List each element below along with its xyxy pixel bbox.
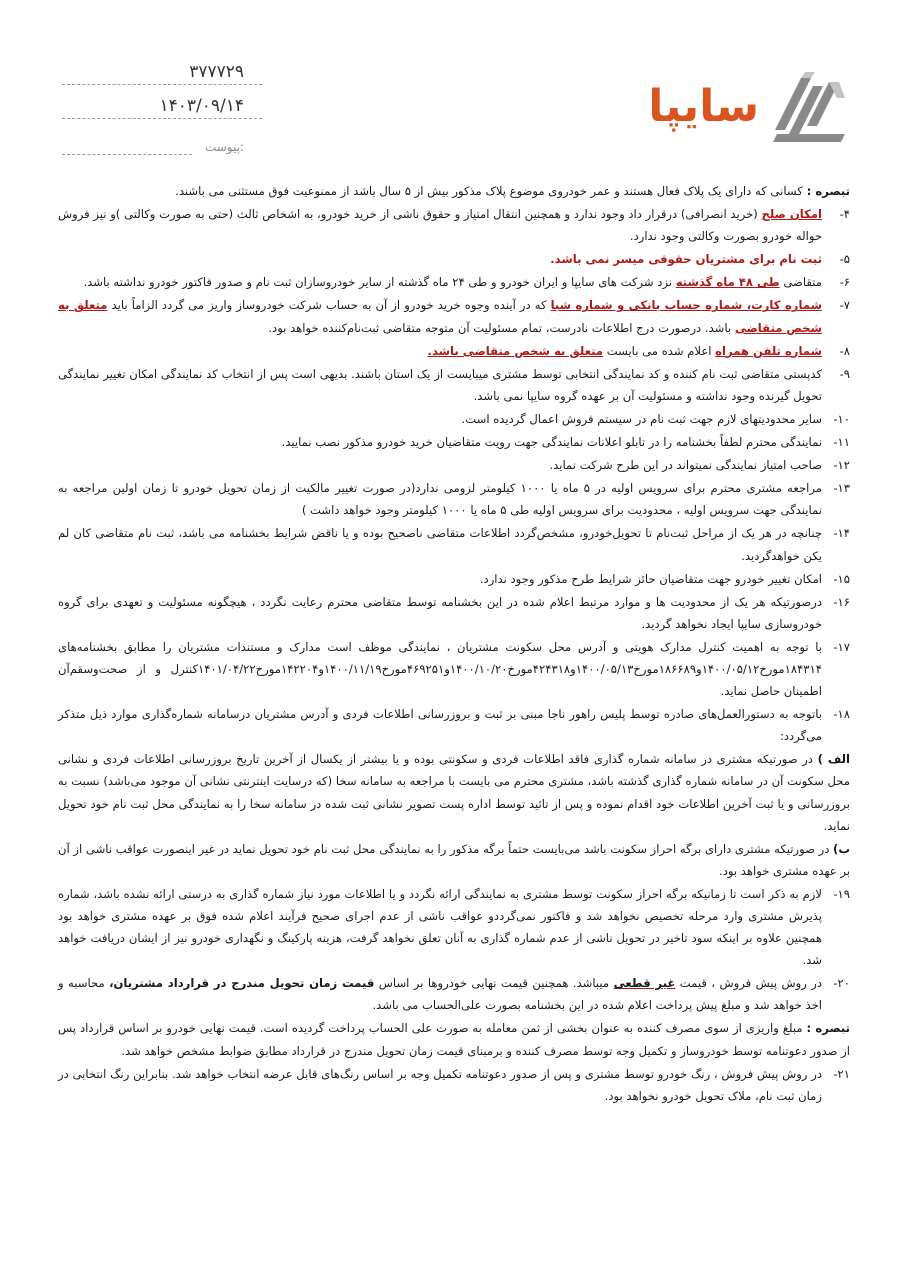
- clause-text: صاحب امتیاز نمایندگی نمیتواند در این طرح شرکت نماید.: [549, 458, 822, 473]
- emphasized-text: شماره تلفن همراه: [715, 343, 822, 358]
- clause-8: [58, 340, 850, 362]
- clause-10: [58, 408, 850, 430]
- clause-number: ۹-: [839, 366, 850, 381]
- clause-18b: [58, 838, 850, 882]
- clause-12: [58, 454, 850, 476]
- clause-number: ۱۷-: [833, 639, 850, 654]
- clause-text: باشد. درصورت درج اطلاعات نادرست، تمام مسئولیت آن متوجه متقاضی ثبت‌نام‌کننده خواهد بود.: [268, 320, 735, 335]
- clause-number: ۸-: [839, 343, 850, 358]
- saipa-emblem-icon: [767, 68, 853, 144]
- date-line: [62, 118, 262, 119]
- clause-9: [58, 363, 850, 407]
- letter-header: [0, 0, 905, 170]
- emphasized-text: متعلق به شخص متقاضی باشد.: [427, 343, 604, 358]
- clause-text: که در آینده وجوه خرید خودرو از آن به حساب شرکت خودروساز واریز می گردد الزاماً باید: [107, 298, 551, 313]
- clause-21: [58, 1063, 850, 1107]
- letter-number: ۳۷۷۷۲۹: [189, 62, 244, 82]
- clause-text: متقاضی: [779, 275, 822, 290]
- clause-number: ۱۴-: [833, 526, 850, 541]
- brand-name: سایپا: [648, 80, 759, 132]
- emphasized-text: غیر قطعی: [613, 976, 676, 991]
- clause-text: (خرید انصرافی) درقرار داد وجود ندارد و همچنین انتقال امتیاز و حقوق ناشی از خرید خودرو، به اشخاص ثالث (حتی به صورت وکالتی )و نیز فروش حواله خودرو بصورت وکالتی وجود ندارد.: [58, 207, 822, 244]
- clause-text: نمایندگی محترم لطفاً بخشنامه را در تابلو اعلانات نمایندگی جهت رویت متقاضیان خرید خودرو مذکور نصب نمایید.: [281, 435, 822, 450]
- emphasized-text: طی ۴۸ ماه گذشته: [675, 275, 780, 290]
- clause-number: ۱۳-: [833, 481, 850, 496]
- clause-number: ۶-: [839, 275, 850, 290]
- clause-number: ۲۱-: [833, 1066, 850, 1081]
- clause-text: با توجه به اهمیت کنترل مدارک هویتی و آدرس محل سکونت مشتریان ، نمایندگی موظف است مدارک و مستندات مشتریان را مطابق بخشنامه‌های ۱۸۴۳۱۴مورخ۱۴۰۰/۰۵/۱۲و۱۸۶۶۸۹مورخ۱۴۰۰/۰۵/۱۳و۴۲۴۳۱۸مورخ۱۴۰۰/۱۰/۲۰و۴۶۹۲۵۱مورخ۱۴۰۰/۱۱/۱۹و۱۴۲۲۰۴مورخ۱۴۰۱/۰۴/۲۲کنترل و از صحت‌وسقم‌آن اطمینان حاصل نماید.: [58, 639, 822, 699]
- clause-6: [58, 271, 850, 293]
- emphasized-text: ب): [833, 841, 850, 856]
- clause-number: ۱۶-: [833, 594, 850, 609]
- clause-text: اعلام شده می بایست: [603, 343, 716, 358]
- emphasized-text: قیمت زمان تحویل مندرج در قرارداد مشتریان،: [109, 976, 375, 991]
- clause-text: سایر محدودیتهای لازم جهت ثبت نام در سیستم فروش اعمال گردیده است.: [461, 411, 822, 426]
- clause-text: در روش پیش فروش ، قیمت: [675, 976, 823, 991]
- letter-number-line: [62, 84, 262, 85]
- clause-20: [58, 972, 850, 1016]
- clause-text: امکان تغییر خودرو جهت متقاضیان حائز شرایط طرح مذکور وجود ندارد.: [479, 571, 822, 586]
- clause-17: [58, 636, 850, 702]
- attachment-line: [62, 154, 192, 155]
- clause-15: [58, 568, 850, 590]
- clause-text: نزد شرکت های سایپا و ایران خودرو و طی ۲۴ ماه گذشته از سایر خودروسازان ثبت نام و صدور فاکتور خودرو نداشته باشد.: [83, 275, 676, 290]
- clause-5: [58, 248, 850, 270]
- clause-text: چنانچه در هر یک از مراحل ثبت‌نام تا تحویل‌خودرو، مشخص‌گردد اطلاعات متقاضی ناصحیح بوده و یا ناقض شرایط بخشنامه می باشد، ثبت نام متقاضی کان لم یکن خواهدگردید.: [58, 526, 822, 563]
- clause-text: کسانی که دارای یک پلاک فعال هستند و عمر خودروی موضوع پلاک مذکور بیش از ۵ سال باشد از ممنوعیت فوق مستثنی می باشند.: [175, 184, 803, 198]
- clause-text: باتوجه به دستورالعمل‌های صادره توسط پلیس راهور ناجا مبنی بر ثبت و بروزرسانی اطلاعات فردی و آدرس مشتریان درسامانه شماره‌گذاری موارد ذیل متذکر می‌گردد:: [58, 707, 822, 744]
- clause-number: ۵-: [839, 252, 850, 267]
- attachment-label: پیوست:: [204, 140, 244, 154]
- clause-14: [58, 522, 850, 566]
- clause-text: درصورتیکه هر یک از محدودیت ها و موارد مرتبط اعلام شده در این بخشنامه توسط متقاضی محترم رعایت نگردد ، هیچگونه مسئولیت و تعهدی برای گروه خودروسازی سایپا ایجاد نخواهد گردید.: [58, 594, 822, 631]
- clause-text: در صورتیکه مشتری دارای برگه احراز سکونت باشد می‌بایست حتماً برگه مذکور را به نمایندگی محل ثبت نام خود تحویل نماید در غیر اینصورت عواقب ناشی از آن بر عهده مشتری خواهد بود.: [58, 841, 850, 878]
- clause-text: محاسبه و اخذ خواهد شد و مبلغ پیش پرداخت اعلام شده در این بخشنامه بصورت علی‌الحساب می باشد.: [58, 976, 822, 1013]
- clause-7: [58, 294, 850, 338]
- clause-text: کدپستی متقاضی ثبت نام کننده و کد نمایندگی انتخابی توسط مشتری میبایست از یک استان باشند. بدیهی است پس از انتخاب کد نمایندگی امکان تغییر نمایندگی تحویل گیرنده وجود نداشته و مسئولیت آن بر عهده گروه سایپا نمی باشد.: [58, 366, 822, 403]
- clause-number: ۷-: [839, 298, 850, 313]
- saipa-logo: [648, 66, 853, 146]
- emphasized-text: الف ): [817, 752, 850, 767]
- emphasized-text: ثبت نام برای مشتریان حقوقی میسر نمی باشد.: [550, 252, 822, 267]
- clause-number: ۱۰-: [833, 411, 850, 426]
- clause-number: ۲۰-: [833, 976, 850, 991]
- clause-text: میباشد. همچنین قیمت نهایی خودروها بر اساس: [374, 976, 614, 991]
- circular-body: [58, 180, 850, 1108]
- clause-number: ۱۵-: [833, 571, 850, 586]
- clause-18: [58, 703, 850, 747]
- clause-number: ۱۲-: [833, 458, 850, 473]
- clause-text: مراجعه مشتری محترم برای سرویس اولیه در ۵ ماه یا ۱۰۰۰ کیلومتر لزومی ندارد(در صورت تغییر مالکیت از زمان تحویل خودرو تا زمان اولین مراجعه به نمایندگی جهت سرویس اولیه ، محدودیت برای سرویس اولیه طی ۵ ماه یا ۱۰۰۰ کیلومتر وجود خواهد داشت ): [58, 481, 822, 518]
- emphasized-text: امکان صلح: [761, 207, 823, 222]
- clause-18a: [58, 748, 850, 836]
- clause-4: [58, 203, 850, 247]
- emphasized-text: متعلق به شخص متقاضی: [58, 298, 822, 335]
- clause-number: ۱۸-: [833, 707, 850, 722]
- clause-text: مبلغ واریزی از سوی مصرف کننده به عنوان بخشی از ثمن معامله به صورت علی الحساب پرداخت گردیده است. قیمت نهایی خودرو بر اساس قرارداد پس از صدور دعوتنامه توسط خودروساز و تکمیل وجه توسط مصرف کننده و برمبنای قیمت زمان تحویل مندرج در قرارداد مطابق ضوابط مشخص خواهد شد.: [58, 1021, 850, 1058]
- clause-number: ۱۹-: [833, 886, 850, 901]
- clause-text: لازم به ذکر است تا زمانیکه برگه احراز سکونت توسط مشتری به نمایندگی ارائه نگردد و یا اطلاعات مورد نیاز شماره گذاری به درستی ارائه نشده باشد، شماره پذیرش مشتری وارد مرحله تخصیص نخواهد شد و فاکتور نمی‌گردد‌و عواقب ناشی از عدم اجرای صحیح فرآیند اعلام شده فوق بر عهده مشتری خواهد بود همچنین علاوه بر اینکه سود تاخیر در تحویل ناشی از عدم شماره گذاری به آنان تعلق نخواهد گرفت، هزینه پارکینگ و نگهداری خودرو نیز از ایشان دریافت خواهد شد.: [58, 886, 822, 968]
- clause-13: [58, 477, 850, 521]
- clause-text: در روش پیش فروش ، رنگ خودرو توسط مشتری و پس از صدور دعوتنامه تکمیل وجه بر اساس رنگ‌های قابل عرضه انتخاب خواهد شد. بنابراین رنگ انتخابی در زمان ثبت نام، ملاک تحویل خودرو نخواهد بود.: [58, 1066, 822, 1103]
- clause-text: در صورتیکه مشتری در سامانه شماره گذاری فاقد اطلاعات فردی و سکونتی بوده و یا بیشتر از یکسال از آخرین تاریخ بروزرسانی اطلاعات فردی و نشانی محل سکونت آن در سامانه شماره گذاری گذشته باشد، مشتری محترم می بایست با مراجعه به سامانه سخا (که درسایت اینترنتی نشانی آن موجود می‌باشد) نسبت به بروزرسانی و یا ثبت آخرین اطلاعات خود اقدام نموده و پس از تائید توسط اداره پست تصویر نشانی ثبت شده در سامانه سخا را به نمایندگی محل ثبت نام خود تحویل نماید.: [58, 752, 850, 833]
- clause-number: ۱۱-: [833, 435, 850, 450]
- emphasized-text: شماره کارت، شماره حساب بانکی و شماره شبا: [550, 298, 822, 313]
- clause-tab: [58, 180, 850, 202]
- clause-11: [58, 431, 850, 453]
- emphasized-text: تبصره :: [802, 184, 850, 198]
- clause-20t: [58, 1017, 850, 1061]
- clause-number: ۴-: [839, 207, 850, 222]
- emphasized-text: تبصره :: [806, 1021, 850, 1036]
- letter-date: ۱۴۰۳/۰۹/۱۴: [159, 96, 244, 116]
- clause-16: [58, 591, 850, 635]
- clause-19: [58, 883, 850, 971]
